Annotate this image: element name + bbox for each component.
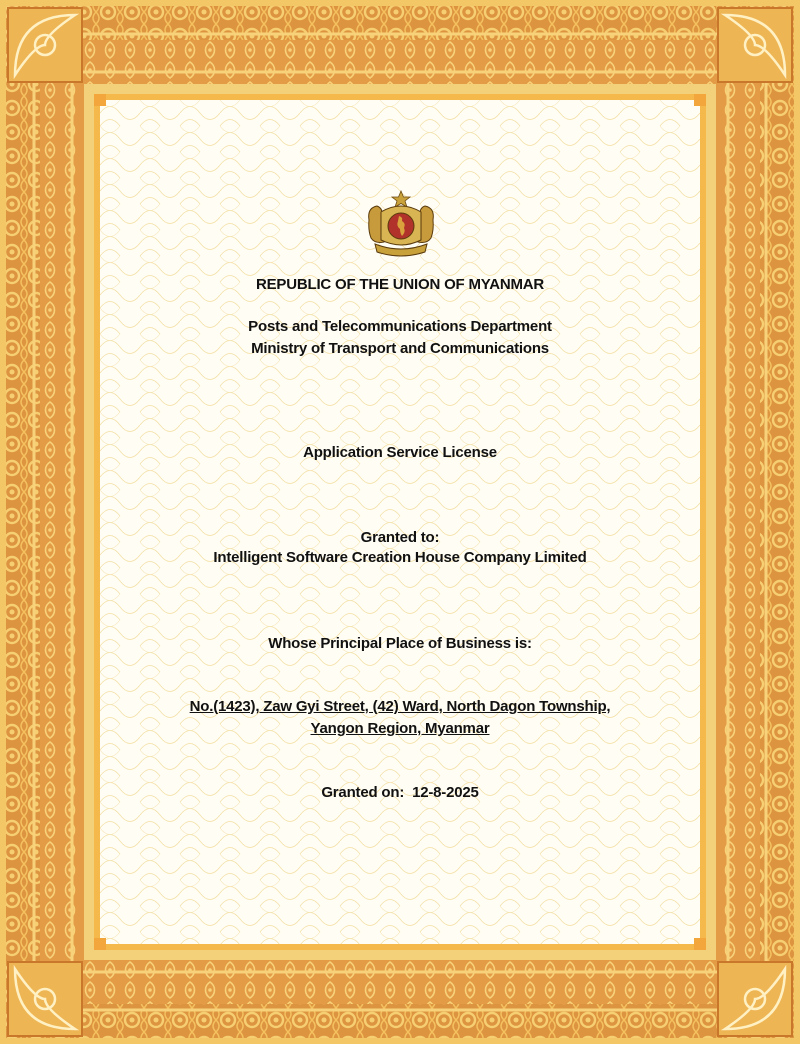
granted-on-label: Granted on:: [321, 784, 405, 801]
licensee-name: Intelligent Software Creation House Company Limited: [213, 549, 587, 566]
certificate-content: [100, 100, 700, 944]
address-line-1: No.(1423), Zaw Gyi Street, (42) Ward, North Dagon Township,: [189, 698, 611, 715]
country-heading: REPUBLIC OF THE UNION OF MYANMAR: [255, 276, 545, 293]
department-name: Posts and Telecommunications Department: [248, 318, 552, 335]
granted-on-date: 12-8-2025: [412, 784, 479, 801]
business-place-label: Whose Principal Place of Business is:: [268, 635, 532, 652]
address-line-2: Yangon Region, Myanmar: [310, 720, 490, 737]
state-seal-emblem-icon: [365, 190, 437, 258]
granted-on: [100, 783, 700, 803]
ministry-name: Ministry of Transport and Communications: [251, 340, 549, 357]
granted-to-label: Granted to:: [360, 529, 440, 546]
license-type: Application Service License: [303, 444, 497, 461]
